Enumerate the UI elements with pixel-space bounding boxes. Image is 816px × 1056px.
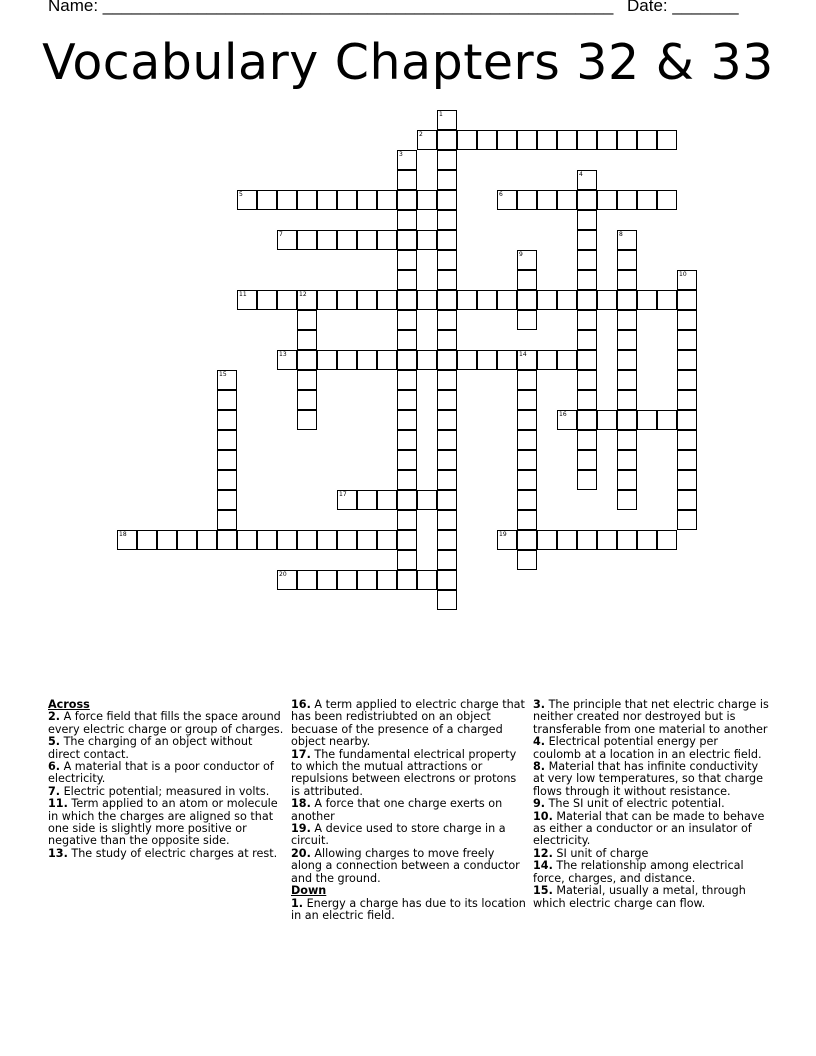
grid-cell[interactable]: [437, 250, 457, 270]
clue-item-number: 1.: [291, 896, 304, 910]
grid-cell[interactable]: [497, 290, 517, 310]
grid-cell[interactable]: [257, 290, 277, 310]
grid-cell[interactable]: [677, 430, 697, 450]
grid-cell[interactable]: [437, 230, 457, 250]
clue-number: 20: [279, 571, 287, 578]
grid-cell[interactable]: [357, 490, 377, 510]
grid-cell[interactable]: [177, 530, 197, 550]
grid-cell[interactable]: [317, 350, 337, 370]
grid-cell[interactable]: [437, 510, 457, 530]
grid-cell[interactable]: [577, 130, 597, 150]
grid-cell[interactable]: [617, 370, 637, 390]
grid-cell[interactable]: [557, 530, 577, 550]
grid-cell[interactable]: [617, 530, 637, 550]
grid-cell[interactable]: [377, 530, 397, 550]
clue-number: 12: [299, 291, 307, 298]
grid-cell[interactable]: [337, 570, 357, 590]
clue-number: 4: [579, 171, 583, 178]
grid-cell[interactable]: [317, 190, 337, 210]
grid-cell[interactable]: [437, 590, 457, 610]
grid-cell[interactable]: [437, 450, 457, 470]
clue-number: 2: [419, 131, 423, 138]
clue-item-text: SI unit of charge: [552, 846, 649, 860]
grid-cell[interactable]: [437, 470, 457, 490]
page-title: Vocabulary Chapters 32 & 33: [42, 34, 774, 91]
grid-cell[interactable]: [137, 530, 157, 550]
grid-cell[interactable]: [397, 170, 417, 190]
grid-cell[interactable]: [577, 390, 597, 410]
grid-cell[interactable]: [577, 310, 597, 330]
grid-cell[interactable]: [577, 290, 597, 310]
clue-section-heading: Down: [291, 884, 327, 898]
clue-number: 18: [119, 531, 127, 538]
grid-cell[interactable]: [257, 190, 277, 210]
clue-item: [533, 885, 769, 910]
grid-cell[interactable]: [517, 510, 537, 530]
clue-item-text: Material, usually a metal, through which electric charge can flow.: [533, 884, 746, 910]
grid-cell[interactable]: [577, 230, 597, 250]
grid-cell[interactable]: [617, 390, 637, 410]
grid-cell[interactable]: [617, 270, 637, 290]
grid-cell[interactable]: [397, 470, 417, 490]
grid-cell[interactable]: [437, 390, 457, 410]
grid-cell[interactable]: [277, 530, 297, 550]
clue-item-number: 17.: [291, 747, 311, 761]
grid-cell[interactable]: [577, 450, 597, 470]
grid-cell[interactable]: [597, 410, 617, 430]
grid-cell[interactable]: [477, 290, 497, 310]
grid-cell[interactable]: [517, 130, 537, 150]
grid-cell[interactable]: [577, 210, 597, 230]
grid-cell[interactable]: [617, 330, 637, 350]
grid-cell[interactable]: [617, 130, 637, 150]
grid-cell[interactable]: [537, 130, 557, 150]
clue-item-text: Term applied to an atom or molecule in which the charges are aligned so that one side is slightly more positive or negative than the opposite side.: [48, 797, 278, 848]
grid-cell[interactable]: [397, 310, 417, 330]
clue-item-number: 12.: [533, 846, 553, 860]
grid-cell[interactable]: [617, 410, 637, 430]
grid-cell[interactable]: [397, 450, 417, 470]
grid-cell[interactable]: [577, 410, 597, 430]
grid-cell[interactable]: [437, 330, 457, 350]
grid-cell[interactable]: [437, 430, 457, 450]
clue-number: 16: [559, 411, 567, 418]
clue-item-number: 8.: [533, 760, 546, 774]
grid-cell[interactable]: [437, 190, 457, 210]
clue-item-number: 5.: [48, 735, 61, 749]
grid-cell[interactable]: [217, 390, 237, 410]
grid-cell[interactable]: [517, 290, 537, 310]
grid-cell[interactable]: [517, 530, 537, 550]
grid-cell[interactable]: [397, 550, 417, 570]
grid-cell[interactable]: [557, 130, 577, 150]
grid-cell[interactable]: [677, 490, 697, 510]
grid-cell[interactable]: [217, 430, 237, 450]
clue-number: 15: [219, 371, 227, 378]
clue-item-number: 2.: [48, 710, 61, 724]
clue-item-number: 11.: [48, 797, 68, 811]
grid-cell[interactable]: [217, 530, 237, 550]
grid-cell[interactable]: [437, 310, 457, 330]
grid-cell[interactable]: [357, 350, 377, 370]
grid-cell[interactable]: [297, 230, 317, 250]
grid-cell[interactable]: [517, 470, 537, 490]
grid-cell[interactable]: [537, 290, 557, 310]
grid-cell[interactable]: [397, 250, 417, 270]
grid-cell[interactable]: [557, 350, 577, 370]
clue-item: [48, 798, 284, 848]
grid-cell[interactable]: [437, 150, 457, 170]
grid-cell[interactable]: [337, 530, 357, 550]
grid-cell[interactable]: [577, 350, 597, 370]
clue-item-text: Allowing charges to move freely along a connection between a conductor and the ground.: [291, 846, 520, 885]
clue-item-number: 4.: [533, 735, 546, 749]
clue-number: 10: [679, 271, 687, 278]
grid-cell[interactable]: [677, 510, 697, 530]
grid-cell[interactable]: [577, 470, 597, 490]
clue-number: 14: [519, 351, 527, 358]
clue-item-text: A material that is a poor conductor of electricity.: [48, 760, 274, 786]
clue-item-text: Electrical potential energy per coulomb at a location in an electric field.: [533, 735, 762, 761]
grid-cell[interactable]: [657, 410, 677, 430]
clue-item-text: The study of electric charges at rest.: [67, 846, 278, 860]
grid-cell[interactable]: [437, 550, 457, 570]
grid-cell[interactable]: [577, 430, 597, 450]
grid-cell[interactable]: [417, 230, 437, 250]
grid-cell[interactable]: [437, 490, 457, 510]
grid-cell[interactable]: [677, 470, 697, 490]
grid-cell[interactable]: [437, 210, 457, 230]
grid-cell[interactable]: [537, 530, 557, 550]
clue-item-text: A device used to store charge in a circuit.: [291, 822, 506, 848]
grid-cell[interactable]: [397, 510, 417, 530]
clue-item-text: Electric potential; measured in volts.: [60, 784, 270, 798]
clues-column-3: [533, 699, 769, 910]
grid-cell[interactable]: [637, 290, 657, 310]
grid-cell[interactable]: [297, 370, 317, 390]
clue-item: [533, 699, 769, 736]
clue-item: [533, 761, 769, 798]
grid-cell[interactable]: [397, 410, 417, 430]
grid-cell[interactable]: [337, 230, 357, 250]
grid-cell[interactable]: [237, 530, 257, 550]
grid-cell[interactable]: [217, 470, 237, 490]
grid-cell[interactable]: [677, 290, 697, 310]
grid-cell[interactable]: [577, 370, 597, 390]
clue-item-number: 14.: [533, 859, 553, 873]
grid-cell[interactable]: [557, 190, 577, 210]
grid-cell[interactable]: [517, 390, 537, 410]
grid-cell[interactable]: [477, 130, 497, 150]
grid-cell[interactable]: [437, 290, 457, 310]
clues-column-2: [291, 699, 527, 922]
grid-cell[interactable]: [397, 330, 417, 350]
grid-cell[interactable]: [597, 190, 617, 210]
clue-item-number: 18.: [291, 797, 311, 811]
grid-cell[interactable]: [677, 450, 697, 470]
grid-cell[interactable]: [677, 330, 697, 350]
clue-item-number: 20.: [291, 846, 311, 860]
grid-cell[interactable]: [397, 190, 417, 210]
grid-cell[interactable]: [517, 370, 537, 390]
grid-cell[interactable]: [217, 450, 237, 470]
grid-cell[interactable]: [377, 230, 397, 250]
grid-cell[interactable]: [617, 430, 637, 450]
grid-cell[interactable]: [277, 190, 297, 210]
grid-cell[interactable]: [297, 410, 317, 430]
clue-item: [291, 749, 527, 799]
grid-cell[interactable]: [577, 530, 597, 550]
grid-cell[interactable]: [517, 270, 537, 290]
clue-number: 1: [439, 111, 443, 118]
grid-cell[interactable]: [677, 350, 697, 370]
grid-cell[interactable]: [437, 350, 457, 370]
grid-cell[interactable]: [637, 410, 657, 430]
grid-cell[interactable]: [377, 490, 397, 510]
clue-item-text: Energy a charge has due to its location in an electric field.: [291, 896, 526, 922]
clue-item-text: The charging of an object without direct contact.: [48, 735, 253, 761]
clue-number: 13: [279, 351, 287, 358]
grid-cell[interactable]: [617, 290, 637, 310]
grid-cell[interactable]: [517, 190, 537, 210]
grid-cell[interactable]: [397, 490, 417, 510]
clue-item: [291, 898, 527, 923]
grid-cell[interactable]: [197, 530, 217, 550]
grid-cell[interactable]: [577, 190, 597, 210]
grid-cell[interactable]: [417, 190, 437, 210]
grid-cell[interactable]: [397, 430, 417, 450]
grid-cell[interactable]: [377, 290, 397, 310]
grid-cell[interactable]: [397, 270, 417, 290]
grid-cell[interactable]: [457, 130, 477, 150]
grid-cell[interactable]: [637, 130, 657, 150]
clue-number: 9: [519, 251, 523, 258]
clue-number: 5: [239, 191, 243, 198]
grid-cell[interactable]: [617, 350, 637, 370]
grid-cell[interactable]: [557, 290, 577, 310]
clue-number: 19: [499, 531, 507, 538]
clue-item-number: 15.: [533, 884, 553, 898]
grid-cell[interactable]: [297, 530, 317, 550]
clue-item: [291, 823, 527, 848]
clue-item-number: 3.: [533, 698, 546, 711]
grid-cell[interactable]: [437, 410, 457, 430]
grid-cell[interactable]: [297, 350, 317, 370]
grid-cell[interactable]: [397, 570, 417, 590]
clue-item-text: The principle that net electric charge is neither created nor destroyed but is transferable from one material to another: [533, 698, 769, 736]
grid-cell[interactable]: [637, 530, 657, 550]
clue-item-text: Material that has infinite conductivity at very low temperatures, so that charge flows through it without resistance.: [533, 760, 763, 798]
grid-cell[interactable]: [397, 530, 417, 550]
grid-cell[interactable]: [457, 290, 477, 310]
grid-cell[interactable]: [397, 350, 417, 370]
clue-section-heading: Across: [48, 698, 90, 711]
grid-cell[interactable]: [517, 450, 537, 470]
clue-item-text: A term applied to electric charge that has been redistriubted on an object becuase of the presence of a charged object nearby.: [291, 698, 525, 749]
grid-cell[interactable]: [537, 350, 557, 370]
grid-cell[interactable]: [397, 390, 417, 410]
clue-item-text: The SI unit of electric potential.: [545, 797, 725, 811]
clue-item-number: 10.: [533, 809, 553, 823]
grid-cell[interactable]: [317, 530, 337, 550]
grid-cell[interactable]: [617, 310, 637, 330]
grid-cell[interactable]: [217, 410, 237, 430]
grid-cell[interactable]: [217, 510, 237, 530]
grid-cell[interactable]: [677, 370, 697, 390]
grid-cell[interactable]: [217, 490, 237, 510]
clue-item-text: A force that one charge exerts on another: [291, 797, 503, 823]
clue-item-text: Material that can be made to behave as either a conductor or an insulator of electricity.: [533, 809, 765, 848]
clue-item: [533, 736, 769, 761]
grid-cell[interactable]: [437, 570, 457, 590]
clue-number: 7: [279, 231, 283, 238]
clue-item-number: 7.: [48, 784, 61, 798]
clue-item-number: 19.: [291, 822, 311, 836]
grid-cell[interactable]: [497, 130, 517, 150]
grid-cell[interactable]: [317, 230, 337, 250]
grid-cell[interactable]: [577, 330, 597, 350]
grid-cell[interactable]: [517, 410, 537, 430]
grid-cell[interactable]: [377, 350, 397, 370]
clue-item-number: 6.: [48, 760, 61, 774]
grid-cell[interactable]: [297, 310, 317, 330]
grid-cell[interactable]: [617, 450, 637, 470]
grid-cell[interactable]: [437, 130, 457, 150]
grid-cell[interactable]: [297, 390, 317, 410]
grid-cell[interactable]: [617, 470, 637, 490]
clues-column-1: [48, 699, 284, 860]
clue-item: [48, 848, 284, 860]
grid-cell[interactable]: [517, 490, 537, 510]
grid-cell[interactable]: [277, 290, 297, 310]
grid-cell[interactable]: [397, 290, 417, 310]
grid-cell[interactable]: [677, 310, 697, 330]
grid-cell[interactable]: [617, 250, 637, 270]
date-line[interactable]: Date: _______: [627, 0, 739, 15]
grid-cell[interactable]: [517, 430, 537, 450]
grid-cell[interactable]: [337, 350, 357, 370]
grid-cell[interactable]: [297, 570, 317, 590]
grid-cell[interactable]: [497, 350, 517, 370]
grid-cell[interactable]: [577, 250, 597, 270]
grid-cell[interactable]: [417, 290, 437, 310]
clue-number: 17: [339, 491, 347, 498]
grid-cell[interactable]: [597, 130, 617, 150]
grid-cell[interactable]: [597, 530, 617, 550]
grid-cell[interactable]: [317, 570, 337, 590]
grid-cell[interactable]: [297, 330, 317, 350]
clue-item: [291, 699, 527, 749]
grid-cell[interactable]: [397, 210, 417, 230]
grid-cell[interactable]: [157, 530, 177, 550]
grid-cell[interactable]: [517, 550, 537, 570]
grid-cell[interactable]: [377, 190, 397, 210]
grid-cell[interactable]: [577, 270, 597, 290]
grid-cell[interactable]: [517, 310, 537, 330]
clue-item-text: A force field that fills the space around every electric charge or group of charges.: [48, 710, 284, 736]
grid-cell[interactable]: [357, 530, 377, 550]
grid-cell[interactable]: [317, 290, 337, 310]
grid-cell[interactable]: [417, 490, 437, 510]
clue-item: [533, 860, 769, 885]
grid-cell[interactable]: [437, 270, 457, 290]
grid-cell[interactable]: [337, 290, 357, 310]
grid-cell[interactable]: [377, 570, 397, 590]
grid-cell[interactable]: [437, 170, 457, 190]
grid-cell[interactable]: [657, 530, 677, 550]
grid-cell[interactable]: [617, 190, 637, 210]
grid-cell[interactable]: [677, 410, 697, 430]
grid-cell[interactable]: [537, 190, 557, 210]
clue-item-text: The fundamental electrical property to which the mutual attractions or repulsions between electrons or protons is attributed.: [291, 747, 517, 798]
clue-number: 6: [499, 191, 503, 198]
grid-cell[interactable]: [397, 370, 417, 390]
grid-cell[interactable]: [357, 230, 377, 250]
grid-cell[interactable]: [457, 350, 477, 370]
clue-number: 8: [619, 231, 623, 238]
clue-item-number: 13.: [48, 846, 68, 860]
clue-item-number: 16.: [291, 698, 311, 711]
clue-number: 3: [399, 151, 403, 158]
clue-item: [48, 711, 284, 736]
grid-cell[interactable]: [437, 530, 457, 550]
grid-cell[interactable]: [417, 570, 437, 590]
grid-cell[interactable]: [637, 190, 657, 210]
grid-cell[interactable]: [357, 570, 377, 590]
grid-cell[interactable]: [337, 190, 357, 210]
grid-cell[interactable]: [657, 190, 677, 210]
clue-number: 11: [239, 291, 247, 298]
grid-cell[interactable]: [657, 130, 677, 150]
grid-cell[interactable]: [357, 190, 377, 210]
grid-cell[interactable]: [437, 370, 457, 390]
clue-item: [48, 736, 284, 761]
grid-cell[interactable]: [657, 290, 677, 310]
grid-cell[interactable]: [297, 190, 317, 210]
grid-cell[interactable]: [597, 290, 617, 310]
grid-cell[interactable]: [357, 290, 377, 310]
clue-item: [291, 798, 527, 823]
grid-cell[interactable]: [397, 230, 417, 250]
clue-item: [291, 848, 527, 885]
grid-cell[interactable]: [677, 390, 697, 410]
clue-item-text: The relationship among electrical force, charges, and distance.: [533, 859, 744, 885]
grid-cell[interactable]: [617, 490, 637, 510]
clue-item: [48, 761, 284, 786]
grid-cell[interactable]: [417, 350, 437, 370]
name-line[interactable]: Name: ______________________________________________________: [48, 0, 614, 15]
grid-cell[interactable]: [257, 530, 277, 550]
grid-cell[interactable]: [477, 350, 497, 370]
clue-item-number: 9.: [533, 797, 546, 811]
clue-item: [533, 811, 769, 848]
